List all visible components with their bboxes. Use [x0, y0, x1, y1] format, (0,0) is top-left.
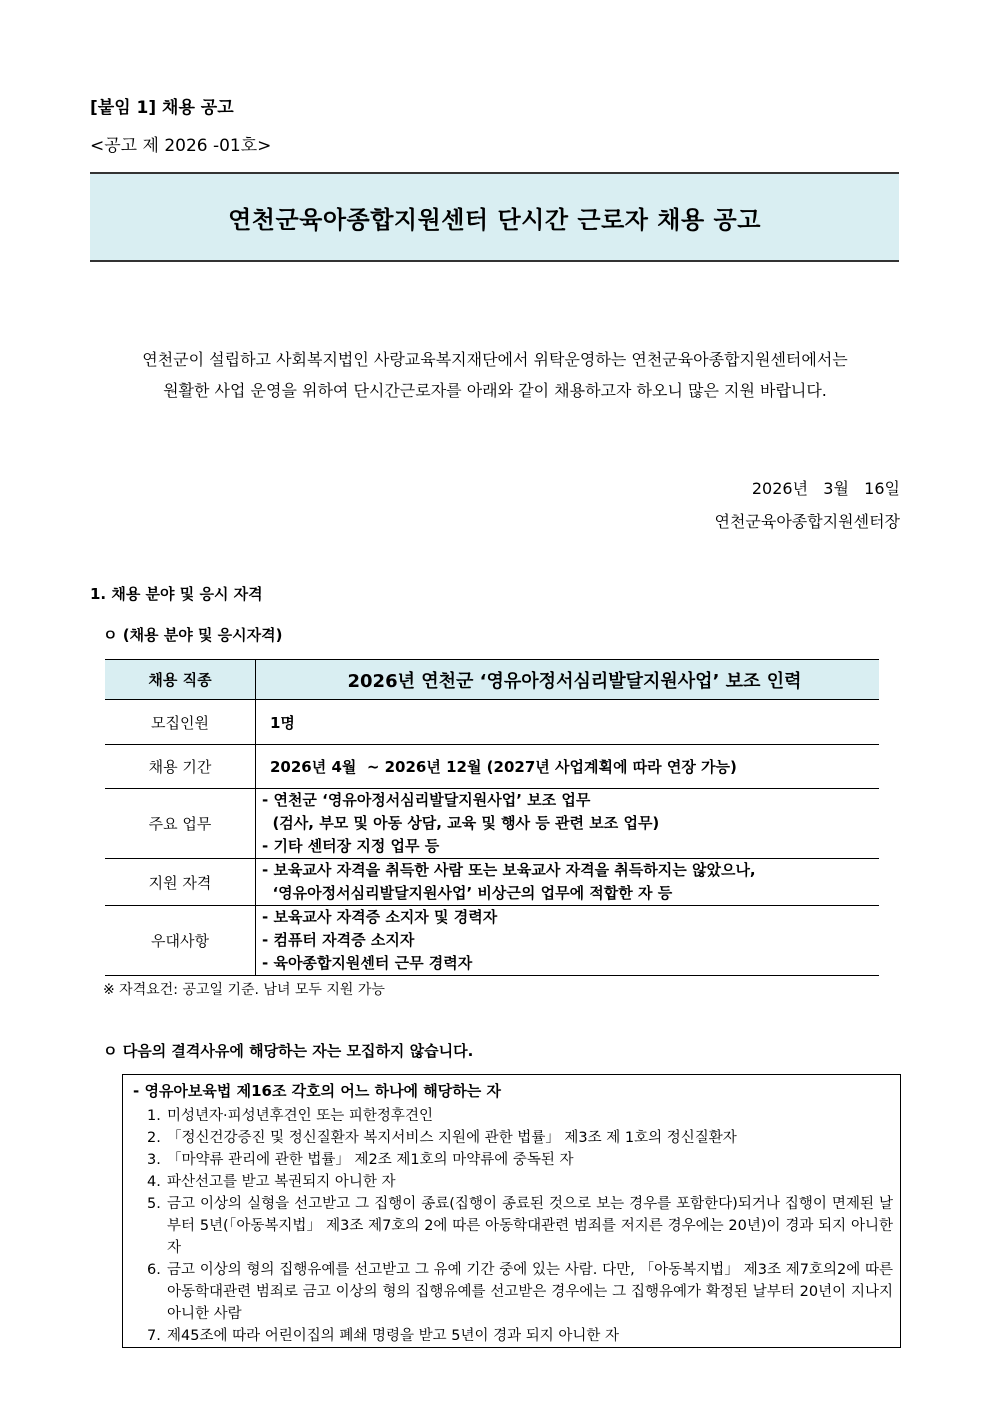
row-line: - 연천군 ‘영유아정서심리발달지원사업’ 보조 업무	[262, 791, 591, 809]
table-header-row	[105, 660, 879, 700]
row-line: - 보육교사 자격을 취득한 사람 또는 보육교사 자격을 취득하지는 않았으나,	[262, 861, 756, 879]
row-label: 지원 자격	[105, 859, 256, 906]
table-row	[105, 745, 879, 789]
item-text: 「정신건강증진 및 정신질환자 복지서비스 지원에 관한 법률」 제3조 제 1호의 정신질환자	[167, 1130, 737, 1146]
item-text: 파산선고를 받고 복권되지 아니한 자	[167, 1174, 396, 1190]
row-line: - 기타 센터장 지정 업무 등	[262, 837, 440, 855]
item-text: 금고 이상의 실형을 선고받고 그 집행이 종료(집행이 종료된 것으로 보는 경우를 포함한다)되거나 집행이 면제된 날부터 5년(「아동복지법」 제3조 제7호의 2에 따른 아동학대관련 범죄를 저지른 경우에는 20년)이 경과 되지 아니한 자	[167, 1196, 893, 1256]
title-banner	[90, 172, 899, 262]
notice-number: <공고 제 2026 -01호>	[90, 136, 272, 156]
item-number: 3.	[147, 1152, 161, 1168]
item-number: 7.	[147, 1328, 161, 1344]
list-item	[147, 1171, 893, 1193]
row-line: - 보육교사 자격증 소지자 및 경력자	[262, 908, 498, 926]
row-label: 모집인원	[105, 700, 256, 745]
intro-paragraph	[90, 344, 900, 406]
row-line: (검사, 부모 및 아동 상담, 교육 및 행사 등 관련 보조 업무)	[262, 814, 660, 832]
row-label: 채용 기간	[105, 745, 256, 789]
attachment-label: [붙임 1] 채용 공고	[90, 98, 234, 118]
row-value: 2026년 4월 ~ 2026년 12월 (2027년 사업계획에 따라 연장 가능)	[256, 745, 880, 789]
recruitment-table	[105, 659, 879, 976]
row-line: - 컴퓨터 자격증 소지자	[262, 931, 415, 949]
row-value	[256, 789, 880, 859]
row-line: - 육아종합지원센터 근무 경력자	[262, 954, 473, 972]
item-text: 제45조에 따라 어린이집의 폐쇄 명령을 받고 5년이 경과 되지 아니한 자	[167, 1328, 619, 1344]
list-item	[147, 1149, 893, 1171]
box-heading: - 영유아보육법 제16조 각호의 어느 하나에 해당하는 자	[133, 1082, 501, 1100]
item-number: 5.	[147, 1196, 161, 1212]
signer-name: 연천군육아종합지원센터장	[714, 512, 900, 531]
disqualification-box	[122, 1074, 901, 1348]
row-value	[256, 859, 880, 906]
list-item	[147, 1127, 893, 1149]
item-text: 금고 이상의 형의 집행유예를 선고받고 그 유예 기간 중에 있는 사람. 다만, 「아동복지법」 제3조 제7호의2에 따른 아동학대관련 범죄로 금고 이상의 형의 집행유예를 선고받은 경우에는 그 집행유예가 확정된 날부터 20년이 지나지 아니한 사람	[167, 1262, 893, 1322]
list-item	[147, 1105, 893, 1127]
row-label: 주요 업무	[105, 789, 256, 859]
intro-line: 연천군이 설립하고 사회복지법인 사랑교육복지재단에서 위탁운영하는 연천군육아종합지원센터에서는	[142, 350, 848, 369]
item-text: 미성년자·피성년후견인 또는 피한정후견인	[167, 1108, 433, 1124]
table-header-label: 채용 직종	[105, 660, 256, 700]
table-header-value: 2026년 연천군 ‘영유아정서심리발달지원사업’ 보조 인력	[256, 660, 880, 700]
row-label: 우대사항	[105, 906, 256, 976]
table-row	[105, 859, 879, 906]
disqualification-list	[147, 1105, 893, 1347]
row-value	[256, 906, 880, 976]
row-line: ‘영유아정서심리발달지원사업’ 비상근의 업무에 적합한 자 등	[262, 884, 673, 902]
section-title: 1. 채용 분야 및 응시 자격	[90, 585, 263, 603]
item-text: 「마약류 관리에 관한 법률」 제2조 제1호의 마약류에 중독된 자	[167, 1152, 574, 1168]
table-row	[105, 789, 879, 859]
qualification-note: ※ 자격요건: 공고일 기준. 남녀 모두 지원 가능	[103, 982, 385, 998]
table-row	[105, 906, 879, 976]
announcement-date: 2026년 3월 16일	[751, 479, 900, 498]
disqualification-title: ㅇ 다음의 결격사유에 해당하는 자는 모집하지 않습니다.	[103, 1042, 474, 1060]
intro-line: 원활한 사업 운영을 위하여 단시간근로자를 아래와 같이 채용하고자 하오니 많은 지원 바랍니다.	[163, 381, 827, 400]
item-number: 2.	[147, 1130, 161, 1146]
list-item	[147, 1325, 893, 1347]
section-subtitle: ㅇ (채용 분야 및 응시자격)	[103, 626, 283, 644]
item-number: 4.	[147, 1174, 161, 1190]
table-row	[105, 700, 879, 745]
page-title: 연천군육아종합지원센터 단시간 근로자 채용 공고	[228, 205, 761, 234]
item-number: 1.	[147, 1108, 161, 1124]
list-item	[147, 1193, 893, 1259]
list-item	[147, 1259, 893, 1325]
row-value: 1명	[256, 700, 880, 745]
item-number: 6.	[147, 1262, 161, 1278]
